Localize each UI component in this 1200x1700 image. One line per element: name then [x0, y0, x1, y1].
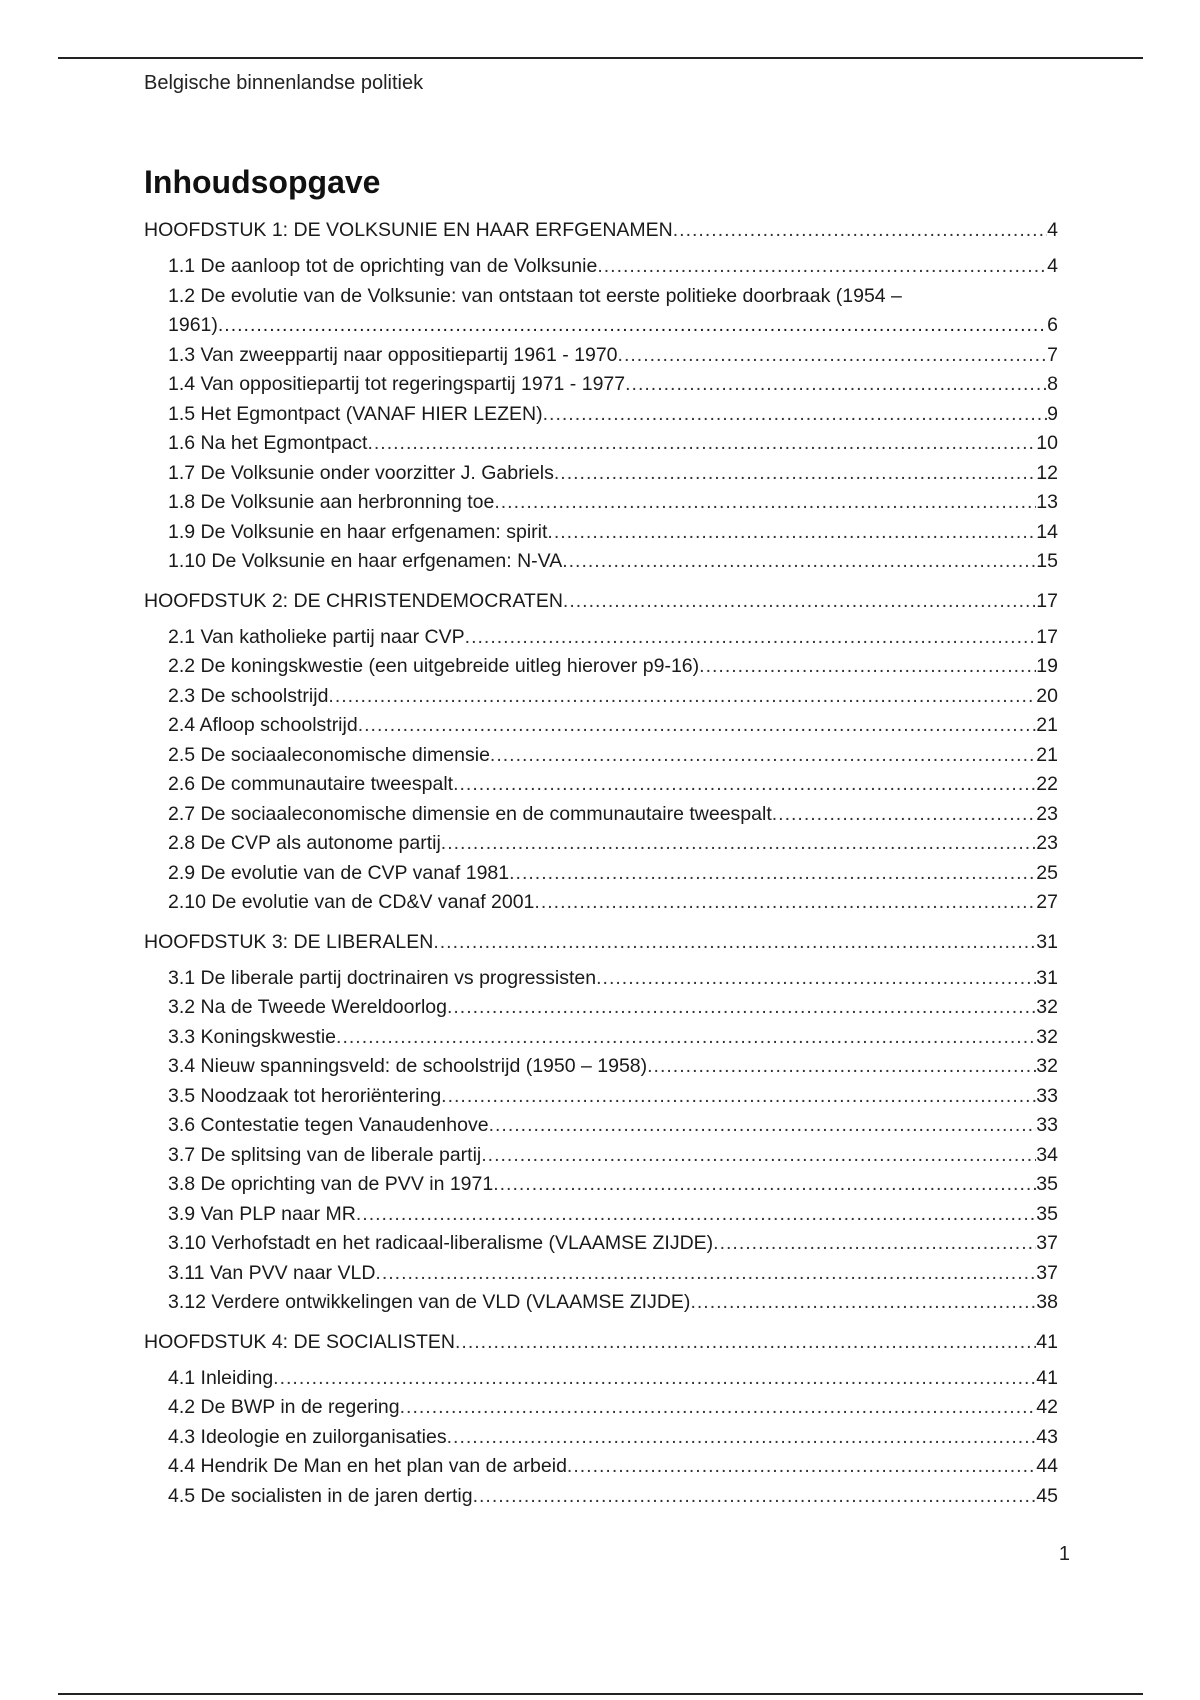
toc-chapter-label: HOOFDSTUK 2: DE CHRISTENDEMOCRATEN	[144, 589, 563, 612]
page-number: 1	[1058, 1543, 1070, 1565]
toc-leader-dots	[509, 859, 1036, 889]
toc-section-label: 4.5 De socialisten in de jaren dertig	[168, 1484, 473, 1507]
toc-section-label: 2.9 De evolutie van de CVP vanaf 1981	[168, 861, 510, 884]
toc-section-entry[interactable]	[144, 993, 1058, 1023]
toc-section-label: 3.6 Contestatie tegen Vanaudenhove	[168, 1114, 489, 1136]
toc-chapter	[144, 587, 1058, 918]
toc-page-number: 15	[1036, 550, 1058, 572]
toc-section-label-continued: 1961)	[168, 314, 218, 336]
toc-section-label: 4.4 Hendrik De Man en het plan van de arbeid	[168, 1455, 567, 1477]
toc-page-number: 32	[1036, 996, 1058, 1018]
toc-leader-dots	[336, 1023, 1036, 1053]
toc-leader-dots	[713, 1229, 1036, 1259]
toc-leader-dots	[218, 311, 1047, 341]
toc-page-number: 9	[1047, 402, 1058, 425]
toc-page-number: 4	[1047, 255, 1058, 277]
toc-chapter-entry[interactable]	[144, 1328, 1058, 1358]
toc-leader-dots	[567, 1452, 1036, 1482]
toc-page-number: 23	[1036, 832, 1058, 854]
toc-leader-dots	[400, 1393, 1037, 1423]
toc-page-number: 35	[1036, 1202, 1058, 1225]
toc-section-entry[interactable]	[144, 829, 1058, 859]
toc-page-number: 13	[1036, 491, 1058, 513]
toc-page-number: 25	[1036, 861, 1058, 884]
toc-leader-dots	[489, 1111, 1037, 1141]
toc-leader-dots	[356, 1200, 1036, 1230]
toc-section-label: 2.2 De koningskwestie (een uitgebreide uitleg hierover p9-16)	[168, 655, 700, 677]
toc-title: Inhoudsopgave	[144, 164, 381, 200]
toc-leader-dots	[453, 770, 1036, 800]
toc-section-entry[interactable]	[144, 1082, 1058, 1112]
toc-leader-dots	[647, 1052, 1036, 1082]
toc-page-number: 31	[1036, 930, 1058, 953]
toc-chapter-label: HOOFDSTUK 3: DE LIBERALEN	[144, 930, 434, 953]
toc-page-number: 21	[1036, 714, 1058, 736]
toc-section-label: 3.4 Nieuw spanningsveld: de schoolstrijd (1950 – 1958)	[168, 1055, 648, 1077]
toc-leader-dots	[447, 1423, 1037, 1453]
toc-page-number: 43	[1036, 1425, 1058, 1448]
toc-page-number: 37	[1036, 1261, 1058, 1284]
toc-page-number: 41	[1036, 1366, 1058, 1389]
toc-page-number: 33	[1036, 1114, 1058, 1136]
toc-section-label: 3.5 Noodzaak tot heroriëntering	[168, 1084, 442, 1107]
toc-leader-dots	[447, 993, 1036, 1023]
toc-section-entry[interactable]	[144, 859, 1058, 889]
table-of-contents	[144, 216, 1058, 1521]
toc-section-entry[interactable]	[144, 682, 1058, 712]
toc-page-number: 32	[1036, 1025, 1058, 1048]
toc-section-label: 1.5 Het Egmontpact (VANAF HIER LEZEN)	[168, 402, 543, 425]
toc-leader-dots	[562, 547, 1036, 577]
toc-section-entry[interactable]	[144, 1364, 1058, 1394]
toc-section-entry[interactable]	[144, 488, 1058, 518]
toc-section-entry[interactable]	[144, 341, 1058, 371]
toc-leader-dots	[534, 888, 1036, 918]
toc-section-entry[interactable]	[144, 1200, 1058, 1230]
toc-section-entry[interactable]	[144, 741, 1058, 771]
toc-chapter-label: HOOFDSTUK 1: DE VOLKSUNIE EN HAAR ERFGENAMEN	[144, 219, 673, 241]
toc-section-label: 4.2 De BWP in de regering	[168, 1396, 400, 1418]
toc-section-entry[interactable]	[144, 370, 1058, 400]
toc-section-entry[interactable]	[144, 1023, 1058, 1053]
toc-page-number: 33	[1036, 1084, 1058, 1107]
toc-section-label: 2.3 De schoolstrijd	[168, 684, 329, 707]
toc-section-entry[interactable]	[144, 1288, 1058, 1318]
toc-page-number: 31	[1036, 966, 1058, 989]
toc-page-number: 12	[1036, 461, 1058, 484]
toc-leader-dots	[367, 429, 1036, 459]
toc-leader-dots	[547, 518, 1036, 548]
toc-leader-dots	[481, 1141, 1036, 1171]
toc-section-entry[interactable]	[144, 711, 1058, 741]
toc-section-entry[interactable]	[144, 459, 1058, 489]
toc-leader-dots	[441, 1082, 1036, 1112]
toc-leader-dots	[772, 800, 1037, 830]
toc-section-label: 3.11 Van PVV naar VLD	[168, 1261, 376, 1284]
toc-section-entry[interactable]	[144, 800, 1058, 830]
toc-leader-dots	[375, 1259, 1036, 1289]
toc-leader-dots	[618, 341, 1048, 371]
toc-section-label: 1.3 Van zweeppartij naar oppositiepartij 1961 - 1970	[168, 343, 618, 366]
toc-section-entry[interactable]	[144, 770, 1058, 800]
toc-section-entry[interactable]	[144, 400, 1058, 430]
toc-chapter	[144, 928, 1058, 1318]
toc-page-number: 17	[1036, 589, 1058, 612]
toc-section-entry[interactable]	[144, 1452, 1058, 1482]
toc-leader-dots	[597, 252, 1047, 282]
toc-leader-dots	[441, 829, 1037, 859]
toc-page-number: 10	[1036, 432, 1058, 454]
toc-section-entry[interactable]	[144, 1259, 1058, 1289]
toc-section-label: 3.8 De oprichting van de PVV in 1971	[168, 1173, 494, 1195]
toc-section-label: 4.3 Ideologie en zuilorganisaties	[168, 1425, 447, 1448]
toc-leader-dots	[433, 928, 1036, 958]
toc-page-number: 4	[1047, 219, 1058, 241]
toc-section-entry[interactable]	[144, 1482, 1058, 1512]
toc-section-label: 3.7 De splitsing van de liberale partij	[168, 1143, 482, 1166]
toc-chapter-entry[interactable]	[144, 587, 1058, 617]
toc-section-label: 1.2 De evolutie van de Volksunie: van ontstaan tot eerste politieke doorbraak (1954 –	[168, 284, 902, 307]
toc-page-number: 35	[1036, 1173, 1058, 1195]
toc-section-label: 2.6 De communautaire tweespalt	[168, 773, 454, 795]
toc-chapter-label: HOOFDSTUK 4: DE SOCIALISTEN	[144, 1330, 455, 1353]
toc-page-number: 8	[1047, 373, 1058, 395]
toc-page-number: 17	[1036, 625, 1058, 648]
toc-section-label: 3.12 Verdere ontwikkelingen van de VLD (VLAAMSE ZIJDE)	[168, 1291, 691, 1313]
toc-section-label: 2.4 Afloop schoolstrijd	[168, 714, 358, 736]
toc-page-number: 21	[1036, 743, 1058, 766]
toc-leader-dots	[625, 370, 1047, 400]
toc-section-entry[interactable]	[144, 1229, 1058, 1259]
toc-section-label: 1.4 Van oppositiepartij tot regeringspartij 1971 - 1977	[168, 373, 626, 395]
toc-page-number: 32	[1036, 1055, 1058, 1077]
toc-section-entry[interactable]	[144, 888, 1058, 918]
toc-page-number: 41	[1036, 1330, 1058, 1353]
toc-leader-dots	[554, 459, 1036, 489]
footer-rule	[58, 1693, 1143, 1695]
toc-page-number: 20	[1036, 684, 1058, 707]
toc-section-label: 3.9 Van PLP naar MR	[168, 1202, 356, 1225]
toc-section-label: 3.1 De liberale partij doctrinairen vs progressisten	[168, 966, 597, 989]
toc-section-label: 2.7 De sociaaleconomische dimensie en de communautaire tweespalt	[168, 802, 772, 825]
running-header: Belgische binnenlandse politiek	[144, 72, 424, 94]
toc-leader-dots	[699, 652, 1036, 682]
toc-section-label: 1.10 De Volksunie en haar erfgenamen: N-VA	[168, 550, 563, 572]
toc-section-label: 2.1 Van katholieke partij naar CVP	[168, 625, 465, 648]
toc-leader-dots	[490, 741, 1036, 771]
toc-section-entry[interactable]	[144, 252, 1058, 282]
toc-leader-dots	[455, 1328, 1036, 1358]
toc-leader-dots	[358, 711, 1037, 741]
toc-chapter-entry[interactable]	[144, 928, 1058, 958]
header-rule	[58, 57, 1143, 59]
toc-page-number: 19	[1036, 655, 1058, 677]
toc-section-label: 1.1 De aanloop tot de oprichting van de Volksunie	[168, 255, 598, 277]
toc-section-label: 1.6 Na het Egmontpact	[168, 432, 368, 454]
toc-page-number: 45	[1036, 1484, 1058, 1507]
toc-section-label: 2.8 De CVP als autonome partij	[168, 832, 441, 854]
toc-section-label: 2.10 De evolutie van de CD&V vanaf 2001	[168, 891, 535, 913]
toc-section-entry[interactable]	[144, 547, 1058, 577]
toc-section-entry[interactable]	[144, 429, 1058, 459]
toc-page-number: 6	[1047, 314, 1058, 336]
toc-section-entry[interactable]	[144, 964, 1058, 994]
toc-section-entry[interactable]	[144, 282, 1058, 341]
toc-page-number: 44	[1036, 1455, 1058, 1477]
toc-section-label: 3.2 Na de Tweede Wereldoorlog	[168, 996, 447, 1018]
toc-leader-dots	[273, 1364, 1036, 1394]
toc-section-label: 1.8 De Volksunie aan herbronning toe	[168, 491, 495, 513]
toc-section-entry[interactable]	[144, 1052, 1058, 1082]
toc-section-label: 1.9 De Volksunie en haar erfgenamen: spirit	[168, 520, 548, 543]
toc-leader-dots	[465, 623, 1037, 653]
toc-page-number: 34	[1036, 1143, 1058, 1166]
toc-chapter-entry[interactable]	[144, 216, 1058, 246]
toc-section-entry[interactable]	[144, 1423, 1058, 1453]
toc-page-number: 23	[1036, 802, 1058, 825]
toc-section-label: 3.10 Verhofstadt en het radicaal-liberalisme (VLAAMSE ZIJDE)	[168, 1232, 714, 1254]
toc-section-entry[interactable]	[144, 518, 1058, 548]
toc-page-number: 27	[1036, 891, 1058, 913]
toc-section-entry[interactable]	[144, 1111, 1058, 1141]
toc-section-label: 1.7 De Volksunie onder voorzitter J. Gabriels	[168, 461, 554, 484]
toc-leader-dots	[543, 400, 1048, 430]
toc-leader-dots	[563, 587, 1036, 617]
toc-section-entry[interactable]	[144, 1141, 1058, 1171]
toc-page-number: 22	[1036, 773, 1058, 795]
toc-leader-dots	[493, 1170, 1036, 1200]
toc-leader-dots	[494, 488, 1036, 518]
toc-section-label: 2.5 De sociaaleconomische dimensie	[168, 743, 490, 766]
toc-leader-dots	[596, 964, 1036, 994]
toc-page-number: 38	[1036, 1291, 1058, 1313]
toc-leader-dots	[473, 1482, 1037, 1512]
toc-chapter	[144, 1328, 1058, 1512]
toc-leader-dots	[673, 216, 1047, 246]
toc-section-label: 4.1 Inleiding	[168, 1366, 274, 1389]
toc-page-number: 37	[1036, 1232, 1058, 1254]
toc-leader-dots	[690, 1288, 1036, 1318]
toc-leader-dots	[328, 682, 1036, 712]
toc-chapter	[144, 216, 1058, 577]
toc-section-entry[interactable]	[144, 1170, 1058, 1200]
toc-page-number: 14	[1036, 520, 1058, 543]
toc-page-number: 42	[1036, 1396, 1058, 1418]
toc-section-entry[interactable]	[144, 652, 1058, 682]
toc-section-entry[interactable]	[144, 1393, 1058, 1423]
toc-section-entry[interactable]	[144, 623, 1058, 653]
toc-section-label: 3.3 Koningskwestie	[168, 1025, 337, 1048]
toc-page-number: 7	[1047, 343, 1058, 366]
